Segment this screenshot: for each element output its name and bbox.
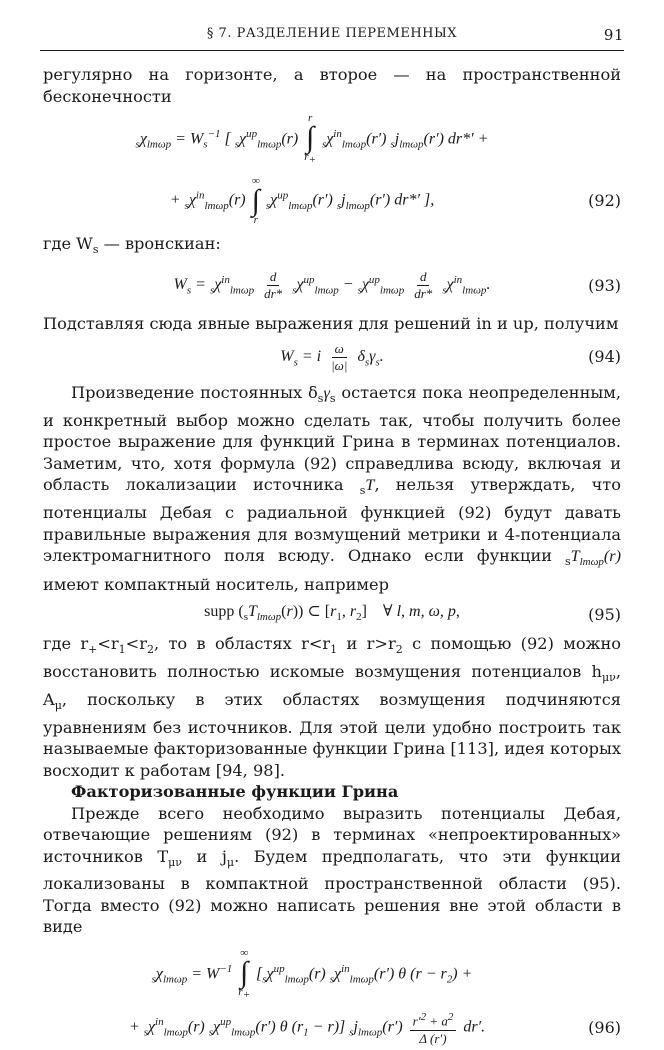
equation-95: supp $(_sT_{lm\omega p}(r))$ ⊂ [$r_1$, $r_2$] ∀ l, m, ω, p, (95) <box>204 602 621 624</box>
equation-96-line1: $_s\chi_{lm\omega p} = W^{-1}$ ∞ ∫ $r_+$ [$_s\chi^{up}_{lm\omega p}(r)$ $_s\chi^{in}_{lm\omega p}(r')$ θ $(r - r_2)$ + <box>151 947 473 1002</box>
equation-number-96: (96) <box>588 1018 621 1038</box>
paragraph-debye: Прежде всего необходимо выразить потенциалы Дебая, отвечающие решениям (92) в терминах «непроектированных» источников $T_{\mu\nu}$ и $j_\mu$. Будем предполагать, что эти функции локализованы в компактной пространственной области (95). Тогда вместо (92) можно написать решения вне этой области в виде <box>43 803 621 937</box>
equation-93: $W_s = _s\chi^{in}_{lm\omega p}$ $\frac{d}{dr*}$ $_s\chi^{up}_{lm\omega p} - _s\chi^{up}_{lm\omega p}$ $\frac{d}{dr*}$ $_s\chi^{in}_{lm\omega p}$. (93) <box>173 269 621 302</box>
equation-92-line1: $_s\chi_{lm\omega p} = W_s^{-1}$ [ $_s\chi^{up}_{lm\omega p}(r)$ r ∫ $r_+$ $_s\chi^{in}_{lm\omega p}(r')$ $_sj_{lm\omega p}(r') dr*'$ + <box>135 112 489 167</box>
equation-number-94: (94) <box>588 347 621 367</box>
paragraph-wronskian: где $W_s$ — вронскиан: <box>43 234 221 257</box>
paragraph-constants: Произведение постоянных $\delta_s\gamma_s$ остается пока неопределенным, и конкретный выбор можно сделать так, чтобы получить более простое выражение для функций Грина в терминах потенциалов. Заметим, что, хотя формула (92) справедлива всюду, включая и область локализации источника $_s$T, нельзя утверждать, что потенциалы Дебая с радиальной функцией (92) будут давать правильные выражения для возмущений метрики и 4-потенциала электромагнитного поля всюду. Однако если функции $_sT_{lm\omega p}(r)$ имеют компактный носитель, например <box>43 383 622 594</box>
section-header-title: § 7. РАЗДЕЛЕНИЕ ПЕРЕМЕННЫХ <box>206 26 458 41</box>
paragraph-substitution: Подставляя сюда явные выражения для решений in и up, получим <box>43 313 619 333</box>
page-body <box>43 64 621 1050</box>
equation-number-95: (95) <box>588 604 621 624</box>
equation-number-92: (92) <box>588 191 621 211</box>
equation-94: $W_s = i$ $\frac{\omega}{|\omega|}$ $\delta_s\gamma_s$. (94) <box>280 340 621 373</box>
section-title: Факторизованные функции Грина <box>71 782 399 802</box>
equation-96-line2: + $_s\chi^{in}_{lm\omega p}(r)$ $_s\chi^{up}_{lm\omega p}(r')$ θ $(r_1 - r)$] $_sj_{lm\omega p}(r')$ $\frac{r'^2 + a^2}{\Delta (r')}$ dr′. (96) <box>128 1011 621 1046</box>
running-header <box>40 22 624 51</box>
page-number: 91 <box>603 26 624 44</box>
paragraph-support: где $r_+<r_1<r_2$, то в областях $r<r_1$ и $r>r_2$ с помощью (92) можно восстановить полностью искомые возмущения потенциалов $h_{\mu\nu}$, $A_\mu$, поскольку в этих областях возмущения подчиняются уравнениям без источников. Для этой цели удобно построить так называемые факторизованные функции Грина [113], идея которых восходит к работам [94, 98]. <box>43 634 622 780</box>
equation-92-line2: + $_s\chi^{in}_{lm\omega p}(r)$ ∞ ∫ r $_s\chi^{up}_{lm\omega p}(r')$ $_sj_{lm\omega p}(r')$ dr*′ ], (92) <box>169 175 621 226</box>
paragraph-intro: регулярно на горизонте, а второе — на пространственной бесконечности <box>43 65 621 106</box>
equation-number-93: (93) <box>588 275 621 295</box>
